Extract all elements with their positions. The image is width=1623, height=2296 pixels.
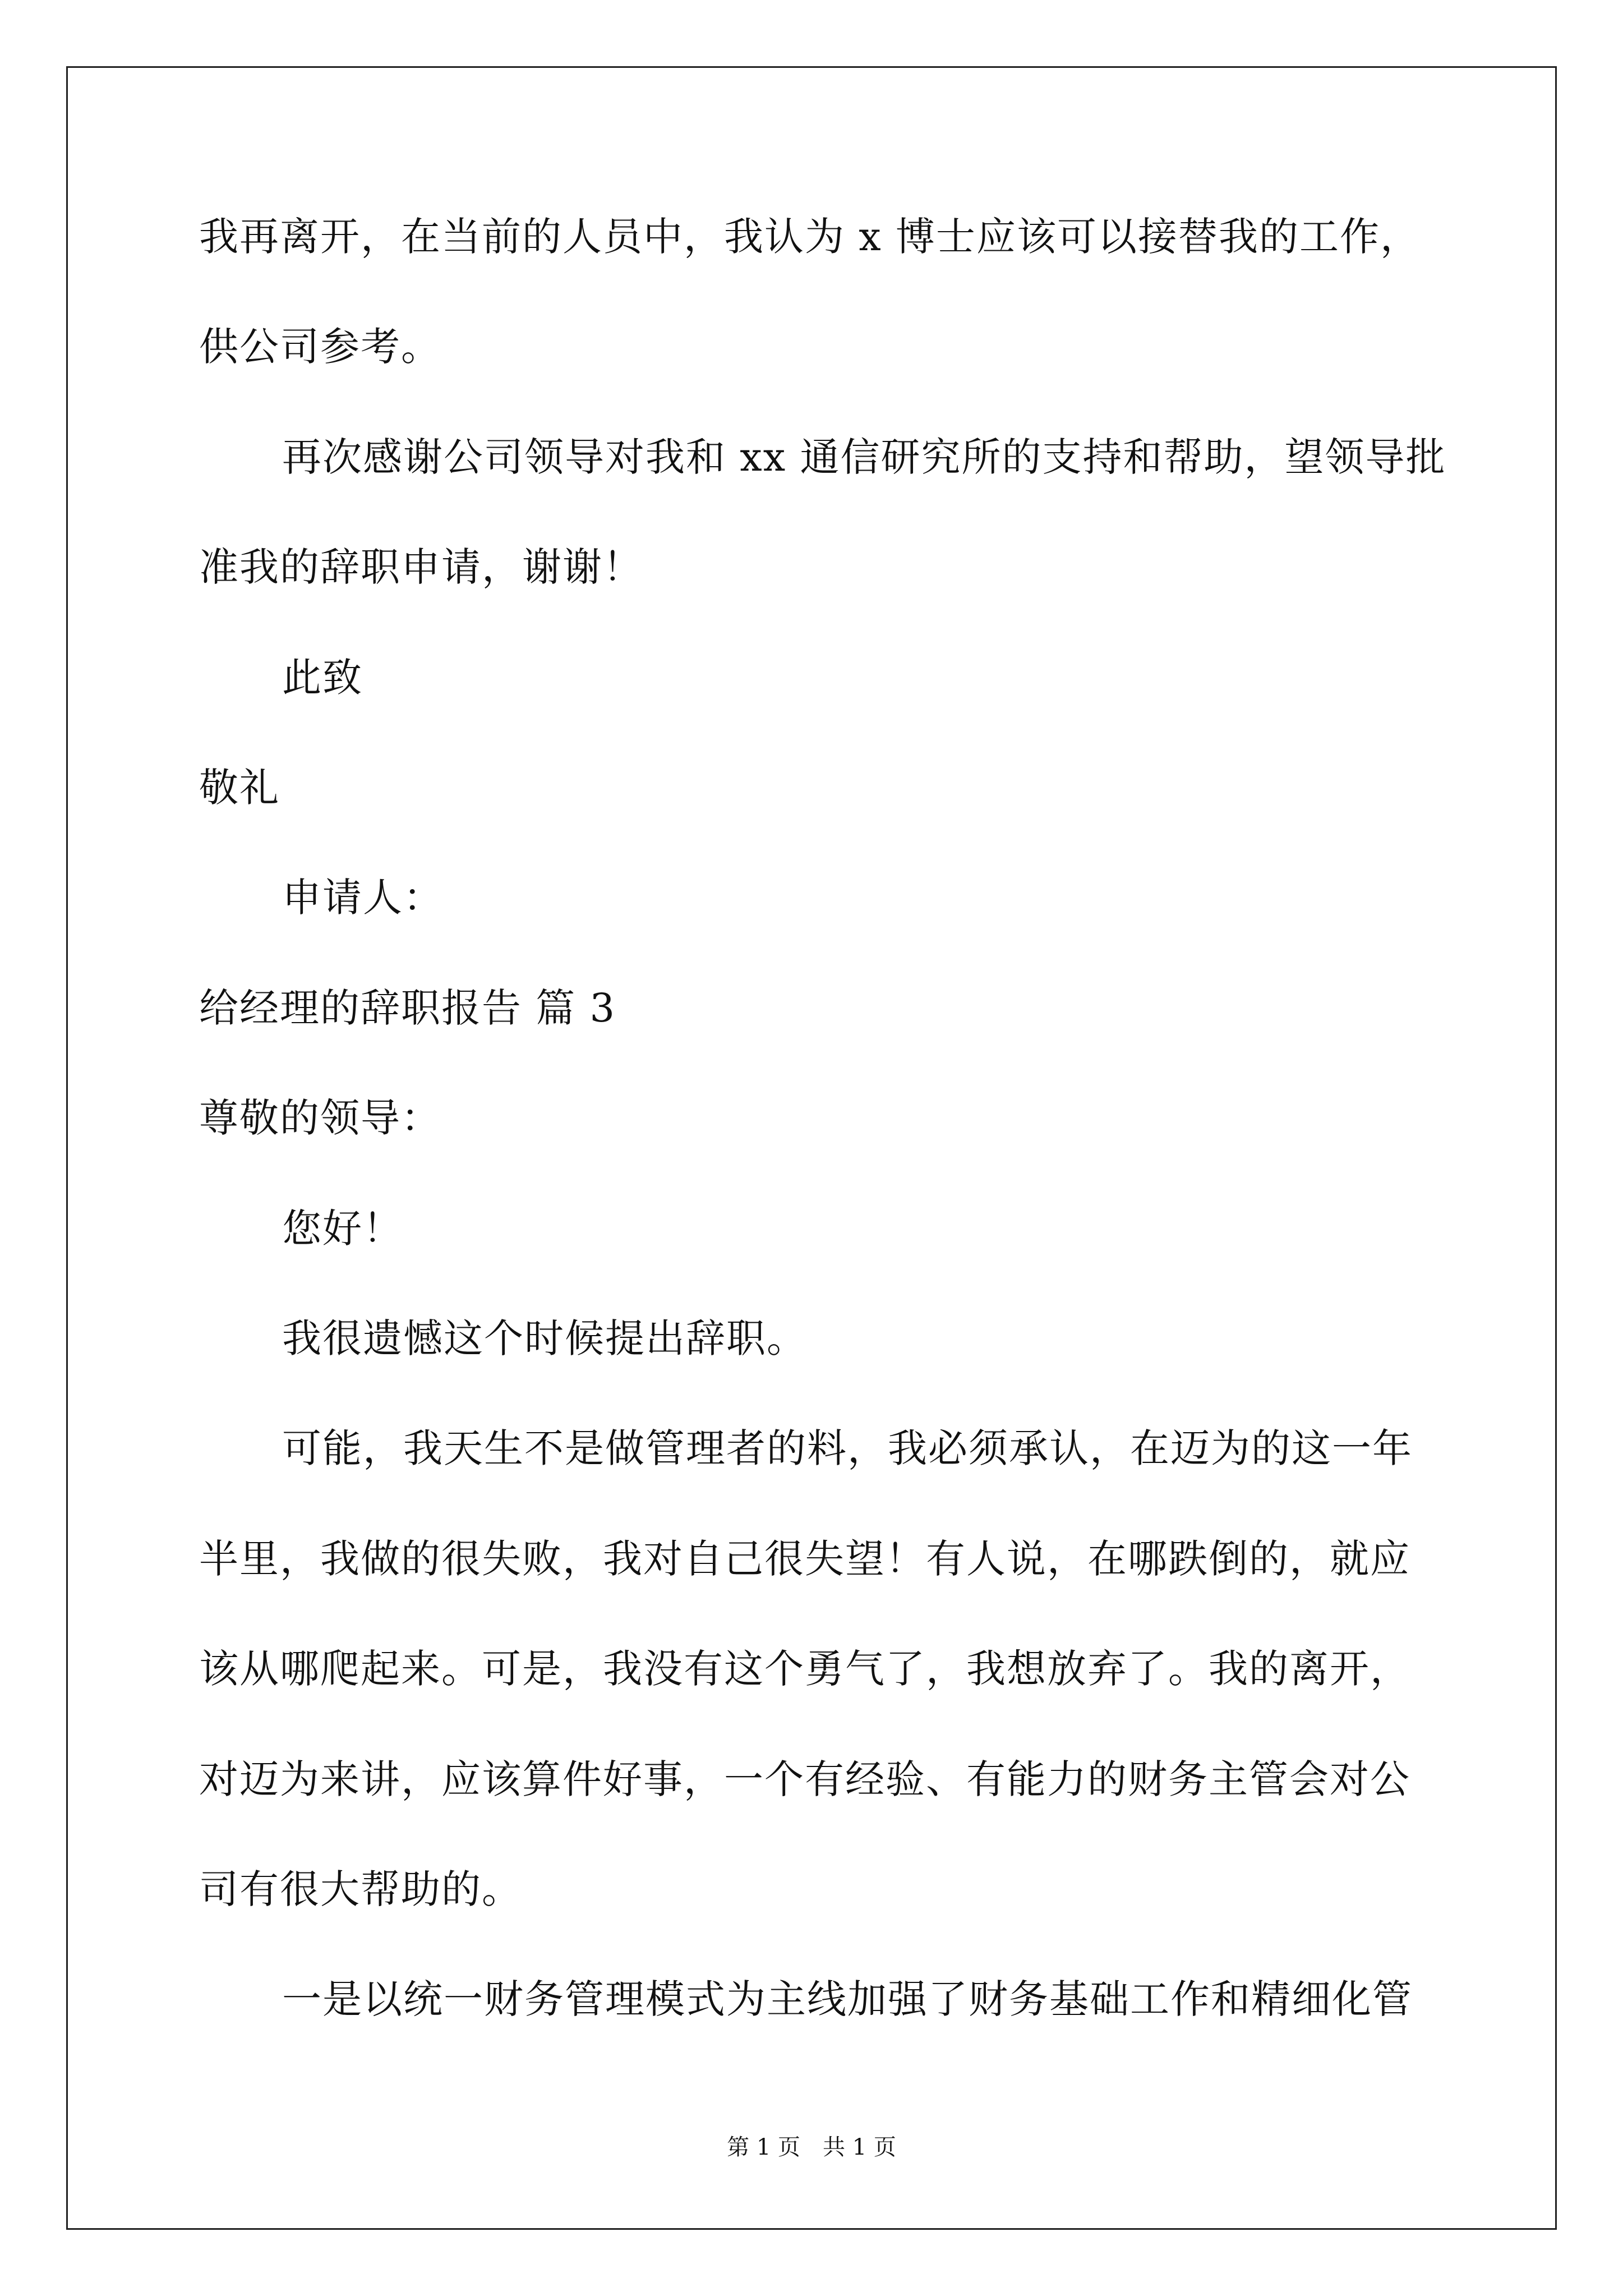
section-title: 给经理的辞职报告 篇 3	[199, 985, 616, 1031]
greeting-line: 尊敬的领导：	[199, 1095, 441, 1141]
page-footer: 第 1 页 共 1 页	[727, 2134, 896, 2160]
paragraph-line: 一是以统一财务管理模式为主线加强了财务基础工作和精细化管	[282, 1976, 1413, 2022]
paragraph-line: 可能，我天生不是做管理者的料，我必须承认，在迈为的这一年	[282, 1425, 1413, 1471]
paragraph-line: 对迈为来讲，应该算件好事，一个有经验、有能力的财务主管会对公	[199, 1756, 1410, 1802]
paragraph-line: 供公司参考。	[199, 324, 441, 370]
paragraph-line: 我再离开，在当前的人员中，我认为 x 博士应该可以接替我的工作，	[199, 214, 1421, 260]
paragraph-line: 半里，我做的很失败，我对自己很失望！有人说，在哪跌倒的，就应	[199, 1536, 1410, 1582]
salutation-line: 敬礼	[199, 765, 280, 811]
paragraph-line: 该从哪爬起来。可是，我没有这个勇气了，我想放弃了。我的离开，	[199, 1646, 1410, 1692]
paragraph-line: 再次感谢公司领导对我和 xx 通信研究所的支持和帮助，望领导批	[282, 434, 1446, 480]
paragraph-line: 您好！	[282, 1205, 403, 1251]
paragraph-line: 司有很大帮助的。	[199, 1866, 522, 1912]
signature-line: 申请人：	[282, 875, 444, 921]
paragraph-line: 准我的辞职申请，谢谢！	[199, 544, 643, 590]
paragraph-line: 我很遗憾这个时候提出辞职。	[282, 1315, 807, 1361]
closing-line: 此致	[282, 655, 363, 701]
